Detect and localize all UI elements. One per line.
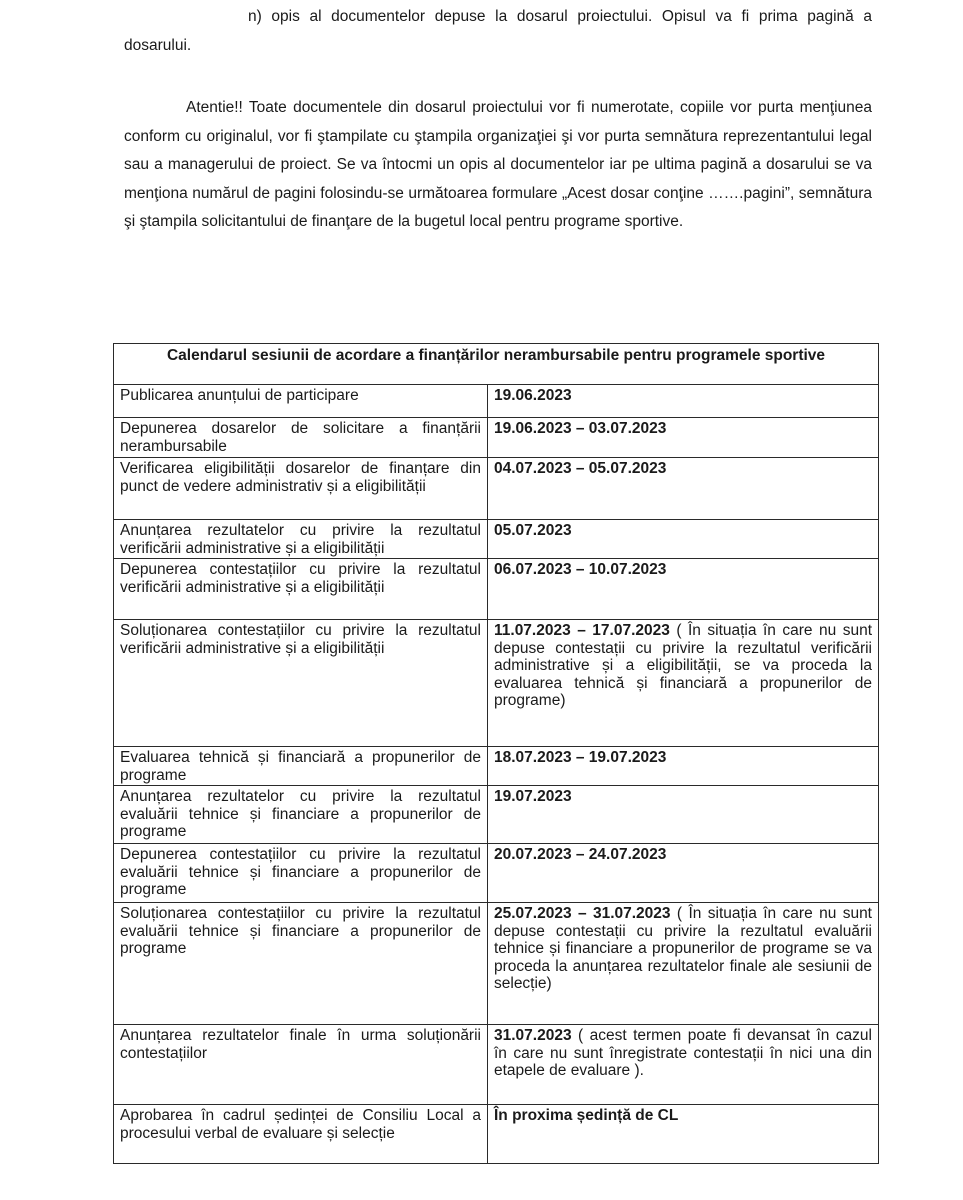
activity-cell: Depunerea contestațiilor cu privire la rezultatul evaluării tehnice și financiare a propunerilor de programe: [114, 844, 488, 903]
activity-cell: Aprobarea în cadrul ședinței de Consiliu Local a procesului verbal de evaluare și selecție: [114, 1105, 488, 1164]
date-value: 05.07.2023: [494, 522, 572, 539]
date-value: 06.07.2023 – 10.07.2023: [494, 561, 667, 578]
date-cell: [488, 747, 879, 786]
date-cell: [488, 458, 879, 520]
calendar-row: [114, 385, 879, 418]
activity-cell: Anunțarea rezultatelor finale în urma soluționării contestațiilor: [114, 1025, 488, 1105]
activity-cell: Depunerea contestațiilor cu privire la rezultatul verificării administrative și a eligibilității: [114, 559, 488, 620]
date-note: ( În situația în care nu sunt depuse contestații cu privire la rezultatul verificării administrative și a eligibilității, se va proceda la evaluarea tehnică și financiară a propunerilor de programe): [494, 622, 873, 709]
date-value: 19.06.2023: [494, 387, 572, 404]
date-value: 19.07.2023: [494, 788, 572, 805]
date-value: 04.07.2023 – 05.07.2023: [494, 460, 667, 477]
calendar-header-row: [114, 344, 879, 385]
activity-cell: Evaluarea tehnică și financiară a propunerilor de programe: [114, 747, 488, 786]
calendar-row: [114, 903, 879, 1025]
activity-cell: Verificarea eligibilității dosarelor de finanțare din punct de vedere administrativ și a eligibilității: [114, 458, 488, 520]
date-cell: [488, 418, 879, 458]
date-cell: [488, 844, 879, 903]
date-cell: [488, 903, 879, 1025]
date-note: ( În situația în care nu sunt depuse contestații cu privire la rezultatul evaluării tehnice și financiare a propunerilor de programe se va proceda la anunțarea rezultatelor finale ale sesiunii de selecție): [494, 905, 872, 992]
calendar-row: [114, 458, 879, 520]
date-value: 25.07.2023 – 31.07.2023: [494, 905, 671, 922]
date-cell: [488, 1025, 879, 1105]
date-value: 19.06.2023 – 03.07.2023: [494, 420, 667, 437]
date-value: În proxima ședință de CL: [494, 1107, 679, 1124]
activity-cell: Soluționarea contestațiilor cu privire la rezultatul verificării administrative și a eligibilității: [114, 620, 488, 747]
calendar-row: [114, 620, 879, 747]
date-cell: [488, 786, 879, 844]
calendar-row: [114, 1105, 879, 1164]
calendar-title: Calendarul sesiunii de acordare a finanțărilor nerambursabile pentru programele sportive: [114, 344, 879, 385]
activity-cell: Publicarea anunțului de participare: [114, 385, 488, 418]
calendar-row: [114, 1025, 879, 1105]
date-value: 31.07.2023: [494, 1027, 572, 1044]
activity-cell: Depunerea dosarelor de solicitare a finanțării nerambursabile: [114, 418, 488, 458]
activity-cell: Anunțarea rezultatelor cu privire la rezultatul verificării administrative și a eligibilității: [114, 520, 488, 559]
calendar-row: [114, 786, 879, 844]
date-cell: [488, 559, 879, 620]
date-note: ( acest termen poate fi devansat în cazul în care nu sunt înregistrate contestații în nici una din etapele de evaluare ).: [494, 1027, 872, 1079]
calendar-row: [114, 747, 879, 786]
calendar-row: [114, 559, 879, 620]
calendar-row: [114, 418, 879, 458]
date-value: 18.07.2023 – 19.07.2023: [494, 749, 667, 766]
calendar-row: [114, 520, 879, 559]
paragraph-atentie: Atentie!! Toate documentele din dosarul proiectului vor fi numerotate, copiile vor purta menţiunea conform cu originalul, vor fi ştampilate cu ştampila organizaţiei şi vor purta semnătura reprezentantului legal sau a managerului de proiect. Se va întocmi un opis al documentelor iar pe ultima pagină a dosarului se va menţiona numărul de pagini folosindu-se următoarea formulare „Acest dosar conţine …….pagini”, semnătura şi ştampila solicitantului de finanţare de la bugetul local pentru programe sportive.: [124, 99, 872, 230]
date-cell: [488, 620, 879, 747]
paragraph-opis: n) opis al documentelor depuse la dosarul proiectului. Opisul va fi prima pagină a dosarului.: [124, 8, 872, 54]
date-cell: [488, 385, 879, 418]
date-cell: [488, 1105, 879, 1164]
calendar-table: [113, 343, 879, 1164]
date-cell: [488, 520, 879, 559]
activity-cell: Soluționarea contestațiilor cu privire la rezultatul evaluării tehnice și financiare a propunerilor de programe: [114, 903, 488, 1025]
activity-cell: Anunțarea rezultatelor cu privire la rezultatul evaluării tehnice și financiare a propunerilor de programe: [114, 786, 488, 844]
calendar-row: [114, 844, 879, 903]
date-value: 20.07.2023 – 24.07.2023: [494, 846, 667, 863]
date-value: 11.07.2023 – 17.07.2023: [494, 622, 670, 639]
